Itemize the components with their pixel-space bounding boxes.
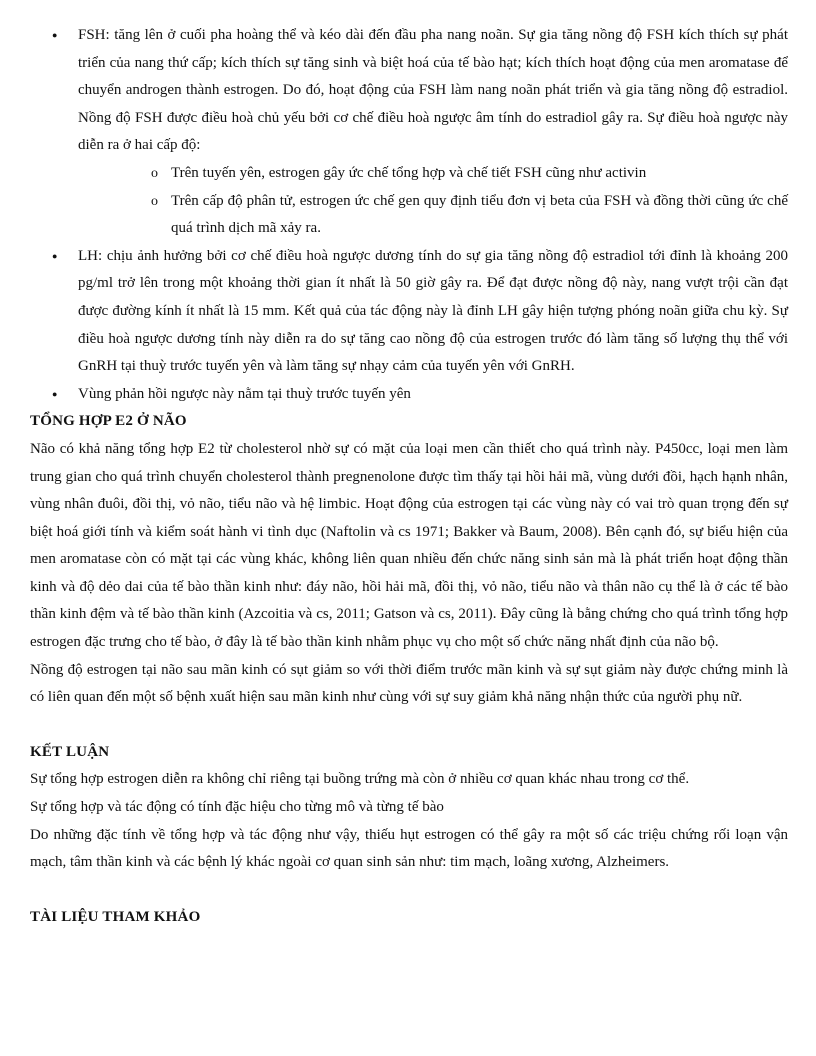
conclusion-line: Do những đặc tính về tổng hợp và tác động như vậy, thiếu hụt estrogen có thể gây ra một số các triệu chứng rối loạn vận mạch, tâm thần kinh và các bệnh lý khác ngoài cơ quan sinh sản như: tim mạch, loãng xương, Alzheimers. (30, 826, 788, 871)
feedback-note: ● Vùng phản hồi ngược này nằm tại thuỳ trước tuyến yên (78, 385, 411, 402)
lh-paragraph: ● LH: chịu ảnh hưởng bởi cơ chế điều hoà ngược dương tính do sự gia tăng nồng độ estradiol tới đỉnh là khoảng 200 pg/ml trở lên trong một khoảng thời gian ít nhất là 50 giờ gây ra. Để đạt được nồng độ này, nang vượt trội cần đạt được đường kính ít nhất là 15 mm. Kết quả của tác động này là đỉnh LH gây hiện tượng phóng noãn giữa chu kỳ. Sự điều hoà ngược dương tính này diễn ra do sự tăng cao nồng độ của estrogen trước đó làm tăng số lượng thụ thể với GnRH tại thuỳ trước tuyến yên và làm tăng sự nhạy cảm của tuyến yên với GnRH. (78, 247, 788, 375)
e2-brain-paragraph-2: Nồng độ estrogen tại não sau mãn kinh có sụt giảm so với thời điểm trước mãn kinh và sự sụt giảm này được chứng minh là có liên quan đến một số bệnh xuất hiện sau mãn kinh như cùng với sự suy giảm khả năng nhận thức của người phụ nữ. (30, 661, 788, 706)
lh-bullet (30, 243, 788, 381)
fsh-bullet (30, 22, 788, 243)
fsh-paragraph: ● FSH: tăng lên ở cuối pha hoàng thể và kéo dài đến đầu pha nang noãn. Sự gia tăng nồng độ FSH kích thích sự phát triển của nang thứ cấp; kích thích sự tăng sinh và biệt hoá của tế bào hạt; kích thích hoạt động của men aromatase để chuyển androgen thành estrogen. Do đó, hoạt động của FSH làm nang noãn phát triển và gia tăng nồng độ estradiol. Nồng độ FSH được điều hoà chủ yếu bởi cơ chế điều hoà ngược âm tính do estradiol gây ra. Sự điều hoà ngược này diễn ra ở hai cấp độ: (78, 27, 788, 154)
e2-brain-paragraph-1: Não có khả năng tổng hợp E2 từ cholesterol nhờ sự có mặt của loại men cần thiết cho quá trình này. P450cc, loại men làm trung gian cho quá trình chuyển cholesterol thành pregnenolone được tìm thấy tại hồi hải mã, vùng dưới đồi, hạch hạnh nhân, vùng nhân đuôi, đồi thị, vỏ não, tiểu não và hệ limbic. Hoạt động của estrogen tại các vùng này có vai trò quan trọng đến sự biệt hoá giới tính và kiểm soát hành vi tình dục (Naftolin và cs 1971; Bakker và Baum, 2008). Bên cạnh đó, sự biểu hiện của men aromatase còn có mặt tại các vùng khác, không liên quan nhiều đến chức năng sinh sản mà là phát triển hoạt động thần kinh và độ dẻo dai của tế bào thần kinh như: đáy não, hồi hải mã, đồi thị, vỏ não, tiểu não và thân não cụ thể là ở các tế bào thần kinh đệm và tế bào thần kinh (Azcoitia và cs, 2011; Gatson và cs, 2011). Đây cũng là bằng chứng cho quá trình tổng hợp estrogen đặc trưng cho tế bào, ở đây là tế bào thần kinh nhằm phục vụ cho một số chức năng nhất định của não bộ. (30, 440, 788, 651)
conclusion-line: Sự tổng hợp và tác động có tính đặc hiệu cho từng mô và từng tế bào (30, 799, 444, 816)
conclusion-line: Sự tổng hợp estrogen diễn ra không chỉ riêng tại buồng trứng mà còn ở nhiều cơ quan khác nhau trong cơ thể. (30, 771, 690, 788)
document-page (30, 22, 788, 931)
fsh-sub-text: o Trên tuyến yên, estrogen gây ức chế tổng hợp và chế tiết FSH cũng như activin (171, 164, 647, 181)
fsh-sub-item-molecular (151, 188, 788, 243)
conclusion-heading: KẾT LUẬN (30, 743, 110, 760)
hormone-bullet-list (30, 22, 788, 408)
fsh-sub-text: o Trên cấp độ phân tử, estrogen ức chế gen quy định tiểu đơn vị beta của FSH và đồng thời cũng ức chế quá trình dịch mã xảy ra. (171, 192, 788, 237)
spacer (30, 877, 788, 904)
references-heading: TÀI LIỆU THAM KHẢO (30, 908, 201, 925)
fsh-sub-item-pituitary (151, 160, 788, 188)
feedback-bullet (30, 381, 788, 409)
e2-brain-heading: TỔNG HỢP E2 Ở NÃO (30, 413, 187, 430)
spacer (30, 712, 788, 739)
fsh-sub-list (78, 160, 788, 243)
